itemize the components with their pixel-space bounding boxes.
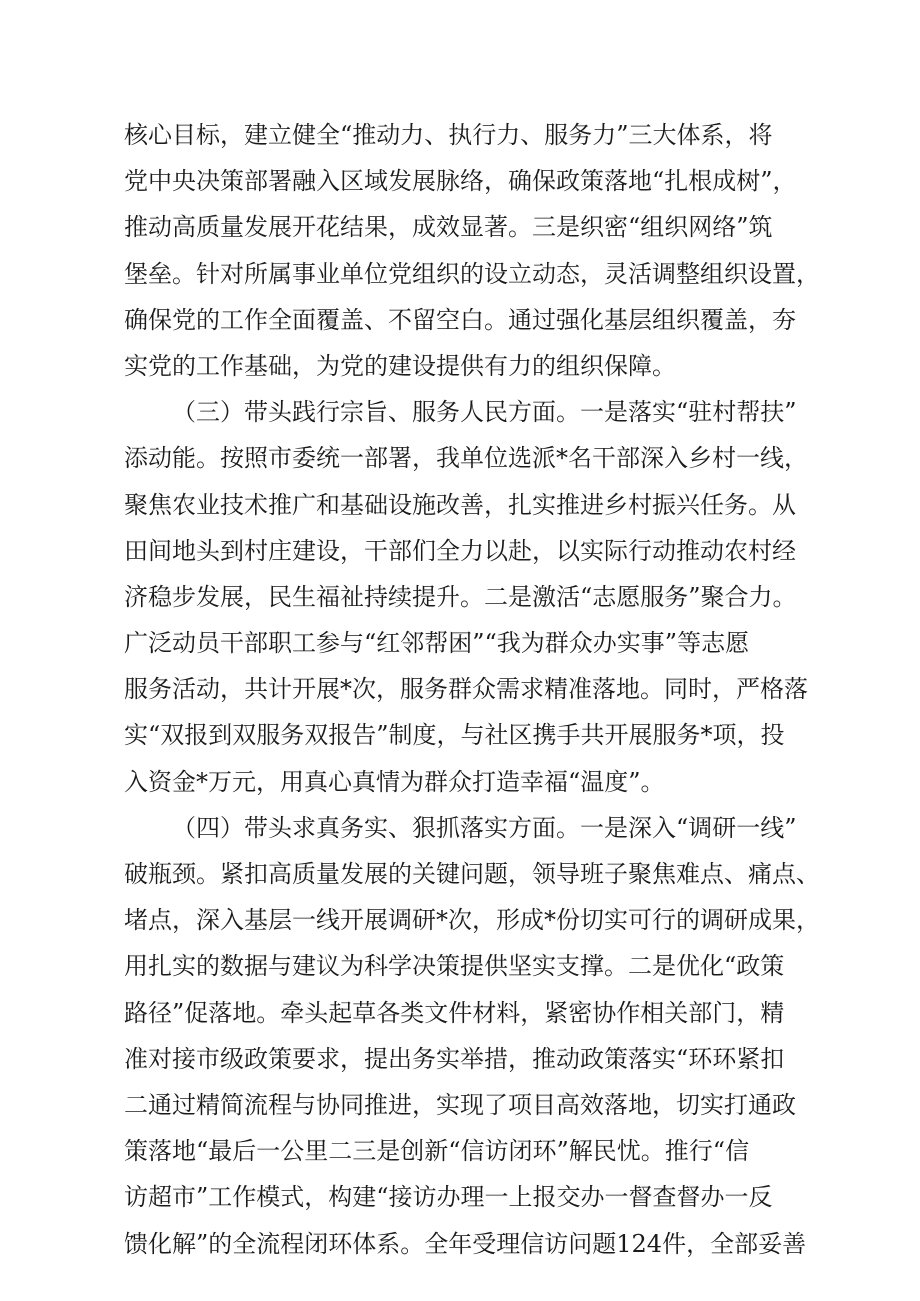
text-line: 二通过精简流程与协同推进，实现了项目高效落地，切实打通政 — [124, 1090, 796, 1119]
text-line: 访超市”工作模式，构建“接访办理一上报交办一督查督办一反 — [124, 1183, 773, 1212]
text-line: 策落地“最后一公里二三是创新“信访闭环”解民忧。推行“信 — [124, 1137, 750, 1166]
text-line: 馈化解”的全流程闭环体系。全年受理信访问题124件，全部妥善 — [124, 1229, 807, 1258]
text-line: 堵点，深入基层一线开展调研*次，形成*份切实可行的调研成果， — [124, 906, 820, 935]
text-line: 准对接市级政策要求，提出务实举措，推动政策落实“环环紧扣 — [124, 1044, 785, 1073]
text-line: 实“双报到双服务双报告”制度，与社区携手共开展服务*项，投 — [124, 721, 785, 750]
text-line: 济稳步发展，民生福祉持续提升。二是激活“志愿服务”聚合力。 — [124, 582, 797, 611]
text-line: 聚焦农业技术推广和基础设施改善，扎实推进乡村振兴任务。从 — [124, 490, 796, 519]
text-line: 服务活动，共计开展*次，服务群众需求精准落地。同时，严格落 — [124, 675, 808, 704]
text-line: 破瓶颈。紧扣高质量发展的关键问题，领导班子聚焦难点、痛点、 — [124, 860, 820, 888]
text-line: 实党的工作基础，为党的建设提供有力的组织保障。 — [124, 351, 676, 380]
text-line: 添动能。按照市委统一部署，我单位选派*名干部深入乡村一线， — [124, 444, 808, 473]
text-line: 用扎实的数据与建议为科学决策提供坚实支撑。二是优化“政策 — [124, 952, 785, 981]
document-body — [124, 112, 820, 1267]
text-line: 推动高质量发展开花结果，成效显著。三是织密“组织网络”筑 — [124, 213, 773, 242]
text-line: 入资金*万元，用真心真情为群众打造幸福“温度”。 — [124, 767, 665, 796]
text-line: 路径”促落地。牵头起草各类文件材料，紧密协作相关部门，精 — [124, 998, 785, 1027]
section-heading-line: （三）带头践行宗旨、服务人民方面。一是落实“驻村帮扶” — [172, 398, 797, 427]
text-line: 广泛动员干部职工参与“红邻帮困”“我为群众办实事”等志愿 — [124, 629, 750, 658]
section-heading-line: （四）带头求真务实、狠抓落实方面。一是深入“调研一线” — [172, 813, 797, 842]
text-line: 党中央决策部署融入区域发展脉络，确保政策落地“扎根成树”， — [124, 167, 797, 196]
text-line: 确保党的工作全面覆盖、不留空白。通过强化基层组织覆盖，夯 — [124, 305, 796, 334]
text-line: 堡垒。针对所属事业单位党组织的设立动态，灵活调整组织设置， — [124, 259, 820, 288]
text-line: 田间地头到村庄建设，干部们全力以赴，以实际行动推动农村经 — [124, 536, 796, 565]
text-line: 核心目标，建立健全“推动力、执行力、服务力”三大体系，将 — [124, 121, 773, 149]
